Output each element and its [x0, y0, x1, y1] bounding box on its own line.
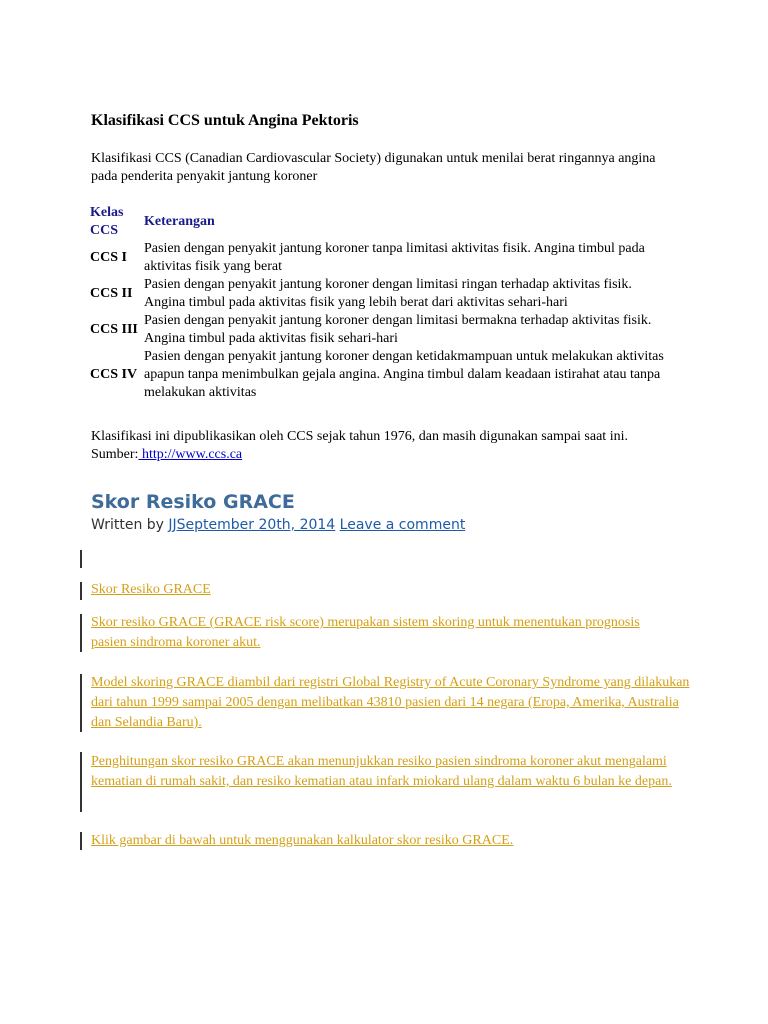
ccs-table — [88, 204, 674, 402]
date-link[interactable]: September 20th, 2014 — [176, 517, 336, 533]
paragraph-bar — [80, 674, 82, 732]
text-cursor — [80, 550, 82, 568]
row-class: CCS I — [90, 250, 127, 265]
leave-comment-link[interactable]: Leave a comment — [339, 517, 466, 533]
row-class: CCS III — [90, 322, 138, 337]
table-row — [88, 312, 674, 348]
table-row — [88, 240, 674, 276]
paragraph[interactable]: Skor Resiko GRACE — [91, 582, 211, 597]
paragraph-bar — [80, 582, 82, 600]
header-kelas: Kelas CCS — [90, 205, 124, 238]
row-description: Pasien dengan penyakit jantung koroner dengan limitasi ringan terhadap aktivitas fisik. Angina timbul pada aktivitas fisik yang lebih berat dari aktivitas sehari-hari — [144, 277, 632, 310]
paragraph-bar — [80, 752, 82, 812]
row-description: Pasien dengan penyakit jantung koroner dengan ketidakmampuan untuk melakukan aktivitas apapun tanpa menimbulkan gejala angina. Angina timbul dalam keadaan istirahat atau tanpa melakukan aktivitas — [144, 349, 664, 400]
intro-paragraph: Klasifikasi CCS (Canadian Cardiovascular Society) digunakan untuk menilai berat ringannya angina pada penderita penyakit jantung koroner — [91, 151, 656, 184]
source-link[interactable]: http://www.ccs.ca — [138, 447, 243, 462]
table-header-row — [88, 204, 674, 240]
row-description: Pasien dengan penyakit jantung koroner dengan limitasi bermakna terhadap aktivitas fisik. Angina timbul pada aktivitas fisik sehari-hari — [144, 313, 652, 346]
author-link[interactable]: JJ — [168, 517, 177, 533]
byline — [91, 517, 465, 533]
document-title: Klasifikasi CCS untuk Angina Pektoris — [91, 112, 359, 129]
table-row — [88, 348, 674, 402]
paragraph[interactable]: Model skoring GRACE diambil dari registri Global Registry of Acute Coronary Syndrome yang dilakukan dari tahun 1999 sampai 2005 dengan melibatkan 43810 pasien dari 14 negara (Eropa, Amerika, Australia dan Selandia Baru). — [91, 675, 690, 730]
written-by-label: Written by — [91, 517, 164, 533]
table-row — [88, 276, 674, 312]
paragraph-bar — [80, 832, 82, 850]
paragraph[interactable]: Skor resiko GRACE (GRACE risk score) merupakan sistem skoring untuk menentukan prognosis pasien sindroma koroner akut. — [91, 615, 640, 650]
row-class: CCS IV — [90, 367, 138, 382]
source-label: Sumber: — [91, 447, 139, 462]
paragraph[interactable]: Klik gambar di bawah untuk menggunakan kalkulator skor resiko GRACE. — [91, 833, 514, 848]
row-class: CCS II — [90, 286, 133, 301]
footer-text: Klasifikasi ini dipublikasikan oleh CCS sejak tahun 1976, dan masih digunakan sampai saat ini. — [91, 429, 628, 444]
post-title: Skor Resiko GRACE — [91, 491, 295, 513]
paragraph-bar — [80, 614, 82, 652]
source-note — [91, 428, 691, 464]
paragraph[interactable]: Penghitungan skor resiko GRACE akan menunjukkan resiko pasien sindroma koroner akut mengalami kematian di rumah sakit, dan resiko kematian atau infark miokard ulang dalam waktu 6 bulan ke depan. — [91, 754, 672, 789]
row-description: Pasien dengan penyakit jantung koroner tanpa limitasi aktivitas fisik. Angina timbul pada aktivitas fisik yang berat — [144, 241, 645, 274]
header-keterangan: Keterangan — [144, 214, 215, 229]
